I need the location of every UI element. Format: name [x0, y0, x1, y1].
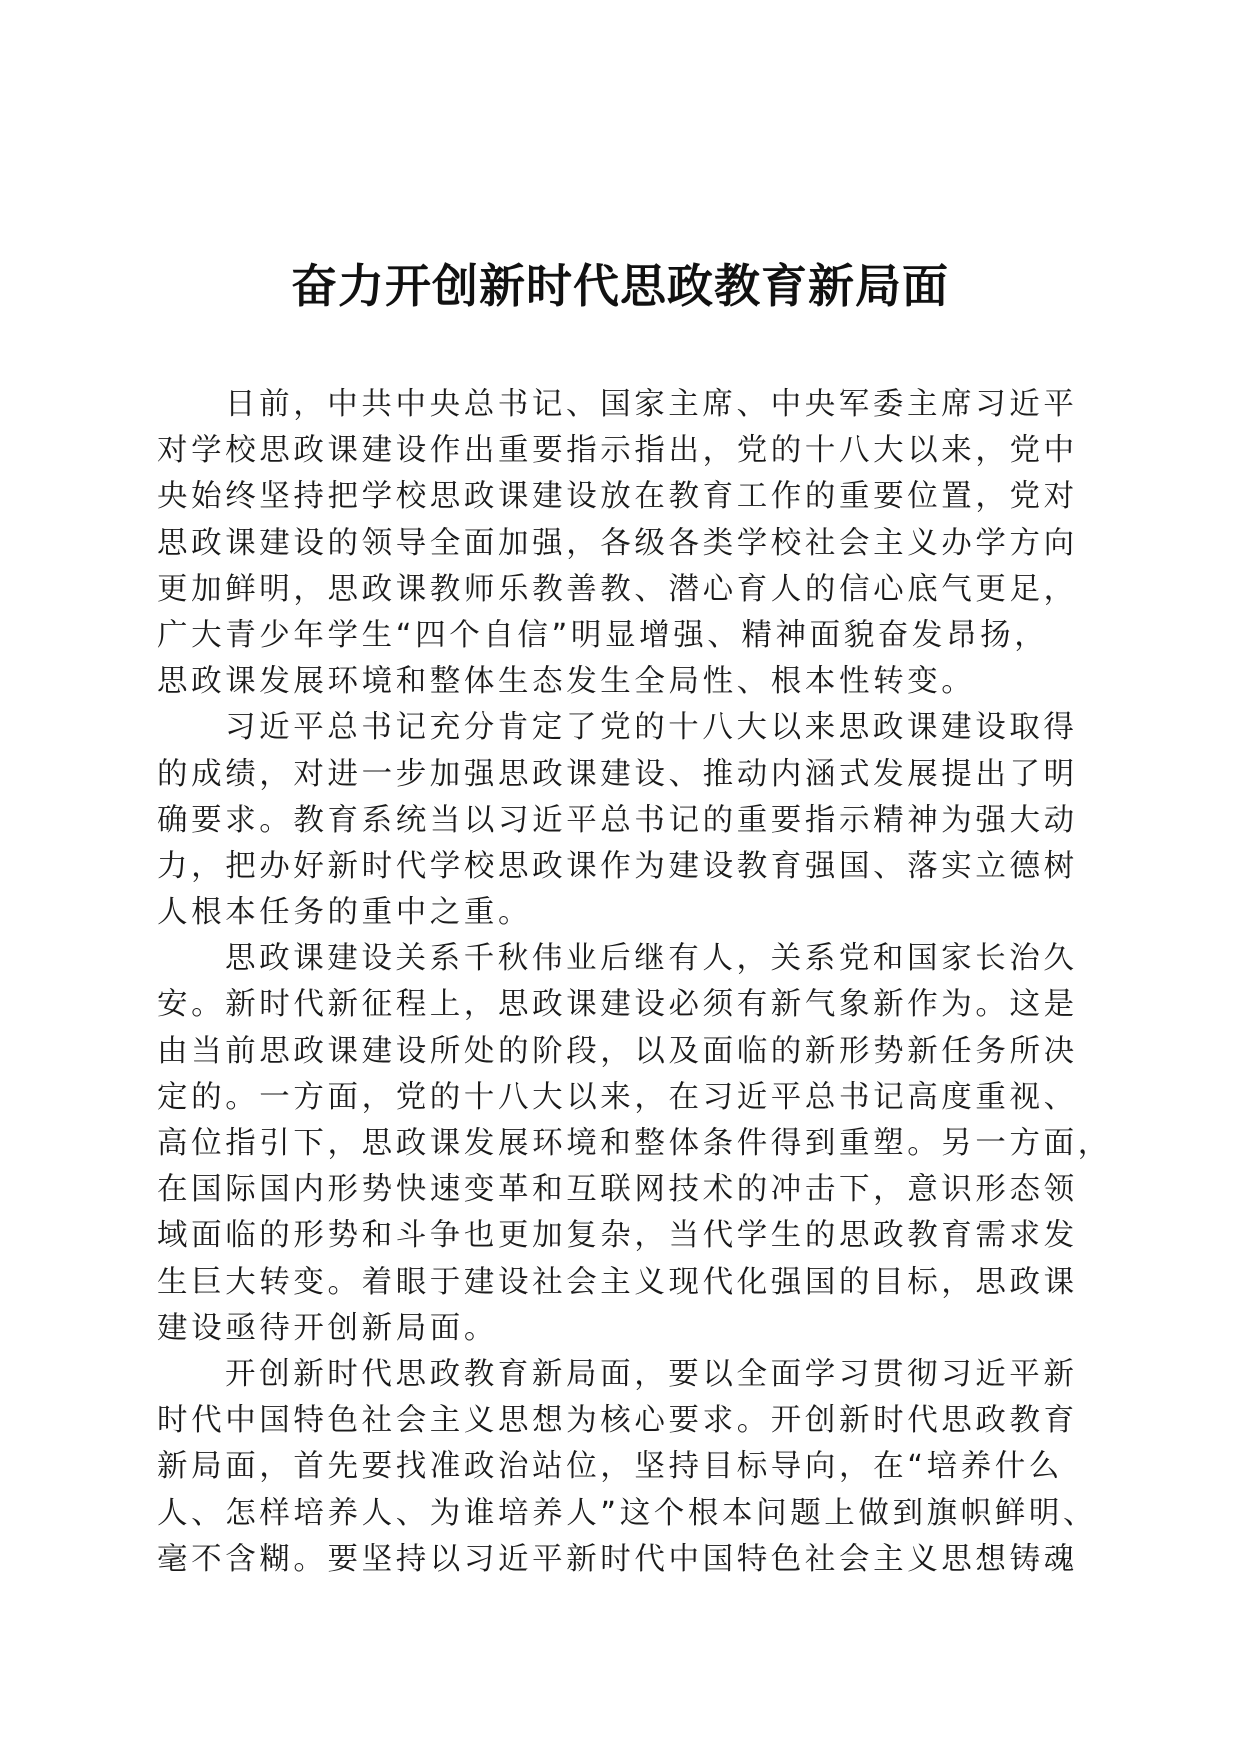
- body-line: 人根本任务的重中之重。: [157, 895, 533, 931]
- body-line: 新局面，首先要找准政治站位，坚持目标导向，在“培养什么: [157, 1449, 1063, 1485]
- body-line: 安。新时代新征程上，思政课建设必须有新气象新作为。这是: [157, 987, 1078, 1023]
- body-line: 思政课建设关系千秋伟业后继有人，关系党和国家长治久: [225, 941, 1078, 977]
- body-line: 高位指引下，思政课发展环境和整体条件得到重塑。另一方面，: [157, 1126, 1112, 1161]
- body-line: 确要求。教育系统当以习近平总书记的重要指示精神为强大动: [157, 802, 1078, 838]
- body-line: 域面临的形势和斗争也更加复杂，当代学生的思政教育需求发: [157, 1218, 1078, 1254]
- body-line: 在国际国内形势快速变革和互联网技术的冲击下，意识形态领: [157, 1172, 1078, 1208]
- body-line: 对学校思政课建设作出重要指示指出，党的十八大以来，党中: [157, 433, 1078, 469]
- body-line: 人、怎样培养人、为谁培养人”这个根本问题上做到旗帜鲜明、: [157, 1495, 1098, 1531]
- body-line: 建设亟待开创新局面。: [157, 1310, 498, 1346]
- body-line: 生巨大转变。着眼于建设社会主义现代化强国的目标，思政课: [157, 1264, 1078, 1300]
- body-line: 的成绩，对进一步加强思政课建设、推动内涵式发展提出了明: [157, 756, 1078, 792]
- document-body: [157, 382, 1112, 1583]
- body-line: 习近平总书记充分肯定了党的十八大以来思政课建设取得: [225, 710, 1078, 746]
- body-line: 由当前思政课建设所处的阶段，以及面临的新形势新任务所决: [157, 1033, 1078, 1069]
- body-line: 毫不含糊。要坚持以习近平新时代中国特色社会主义思想铸魂: [157, 1541, 1078, 1577]
- body-line: 时代中国特色社会主义思想为核心要求。开创新时代思政教育: [157, 1403, 1078, 1439]
- body-line: 力，把办好新时代学校思政课作为建设教育强国、落实立德树: [157, 848, 1078, 884]
- body-line: 更加鲜明，思政课教师乐教善教、潜心育人的信心底气更足，: [157, 571, 1078, 607]
- body-line: 定的。一方面，党的十八大以来，在习近平总书记高度重视、: [157, 1079, 1078, 1115]
- body-line: 广大青少年学生“四个自信”明显增强、精神面貌奋发昂扬，: [157, 617, 1049, 653]
- body-line: 开创新时代思政教育新局面，要以全面学习贯彻习近平新: [225, 1356, 1078, 1392]
- body-line: 央始终坚持把学校思政课建设放在教育工作的重要位置，党对: [157, 479, 1078, 515]
- body-line: 思政课发展环境和整体生态发生全局性、根本性转变。: [157, 664, 976, 700]
- body-line: 思政课建设的领导全面加强，各级各类学校社会主义办学方向: [157, 525, 1078, 561]
- body-line: 日前，中共中央总书记、国家主席、中央军委主席习近平: [225, 387, 1078, 422]
- document-title: 奋力开创新时代思政教育新局面: [291, 259, 949, 313]
